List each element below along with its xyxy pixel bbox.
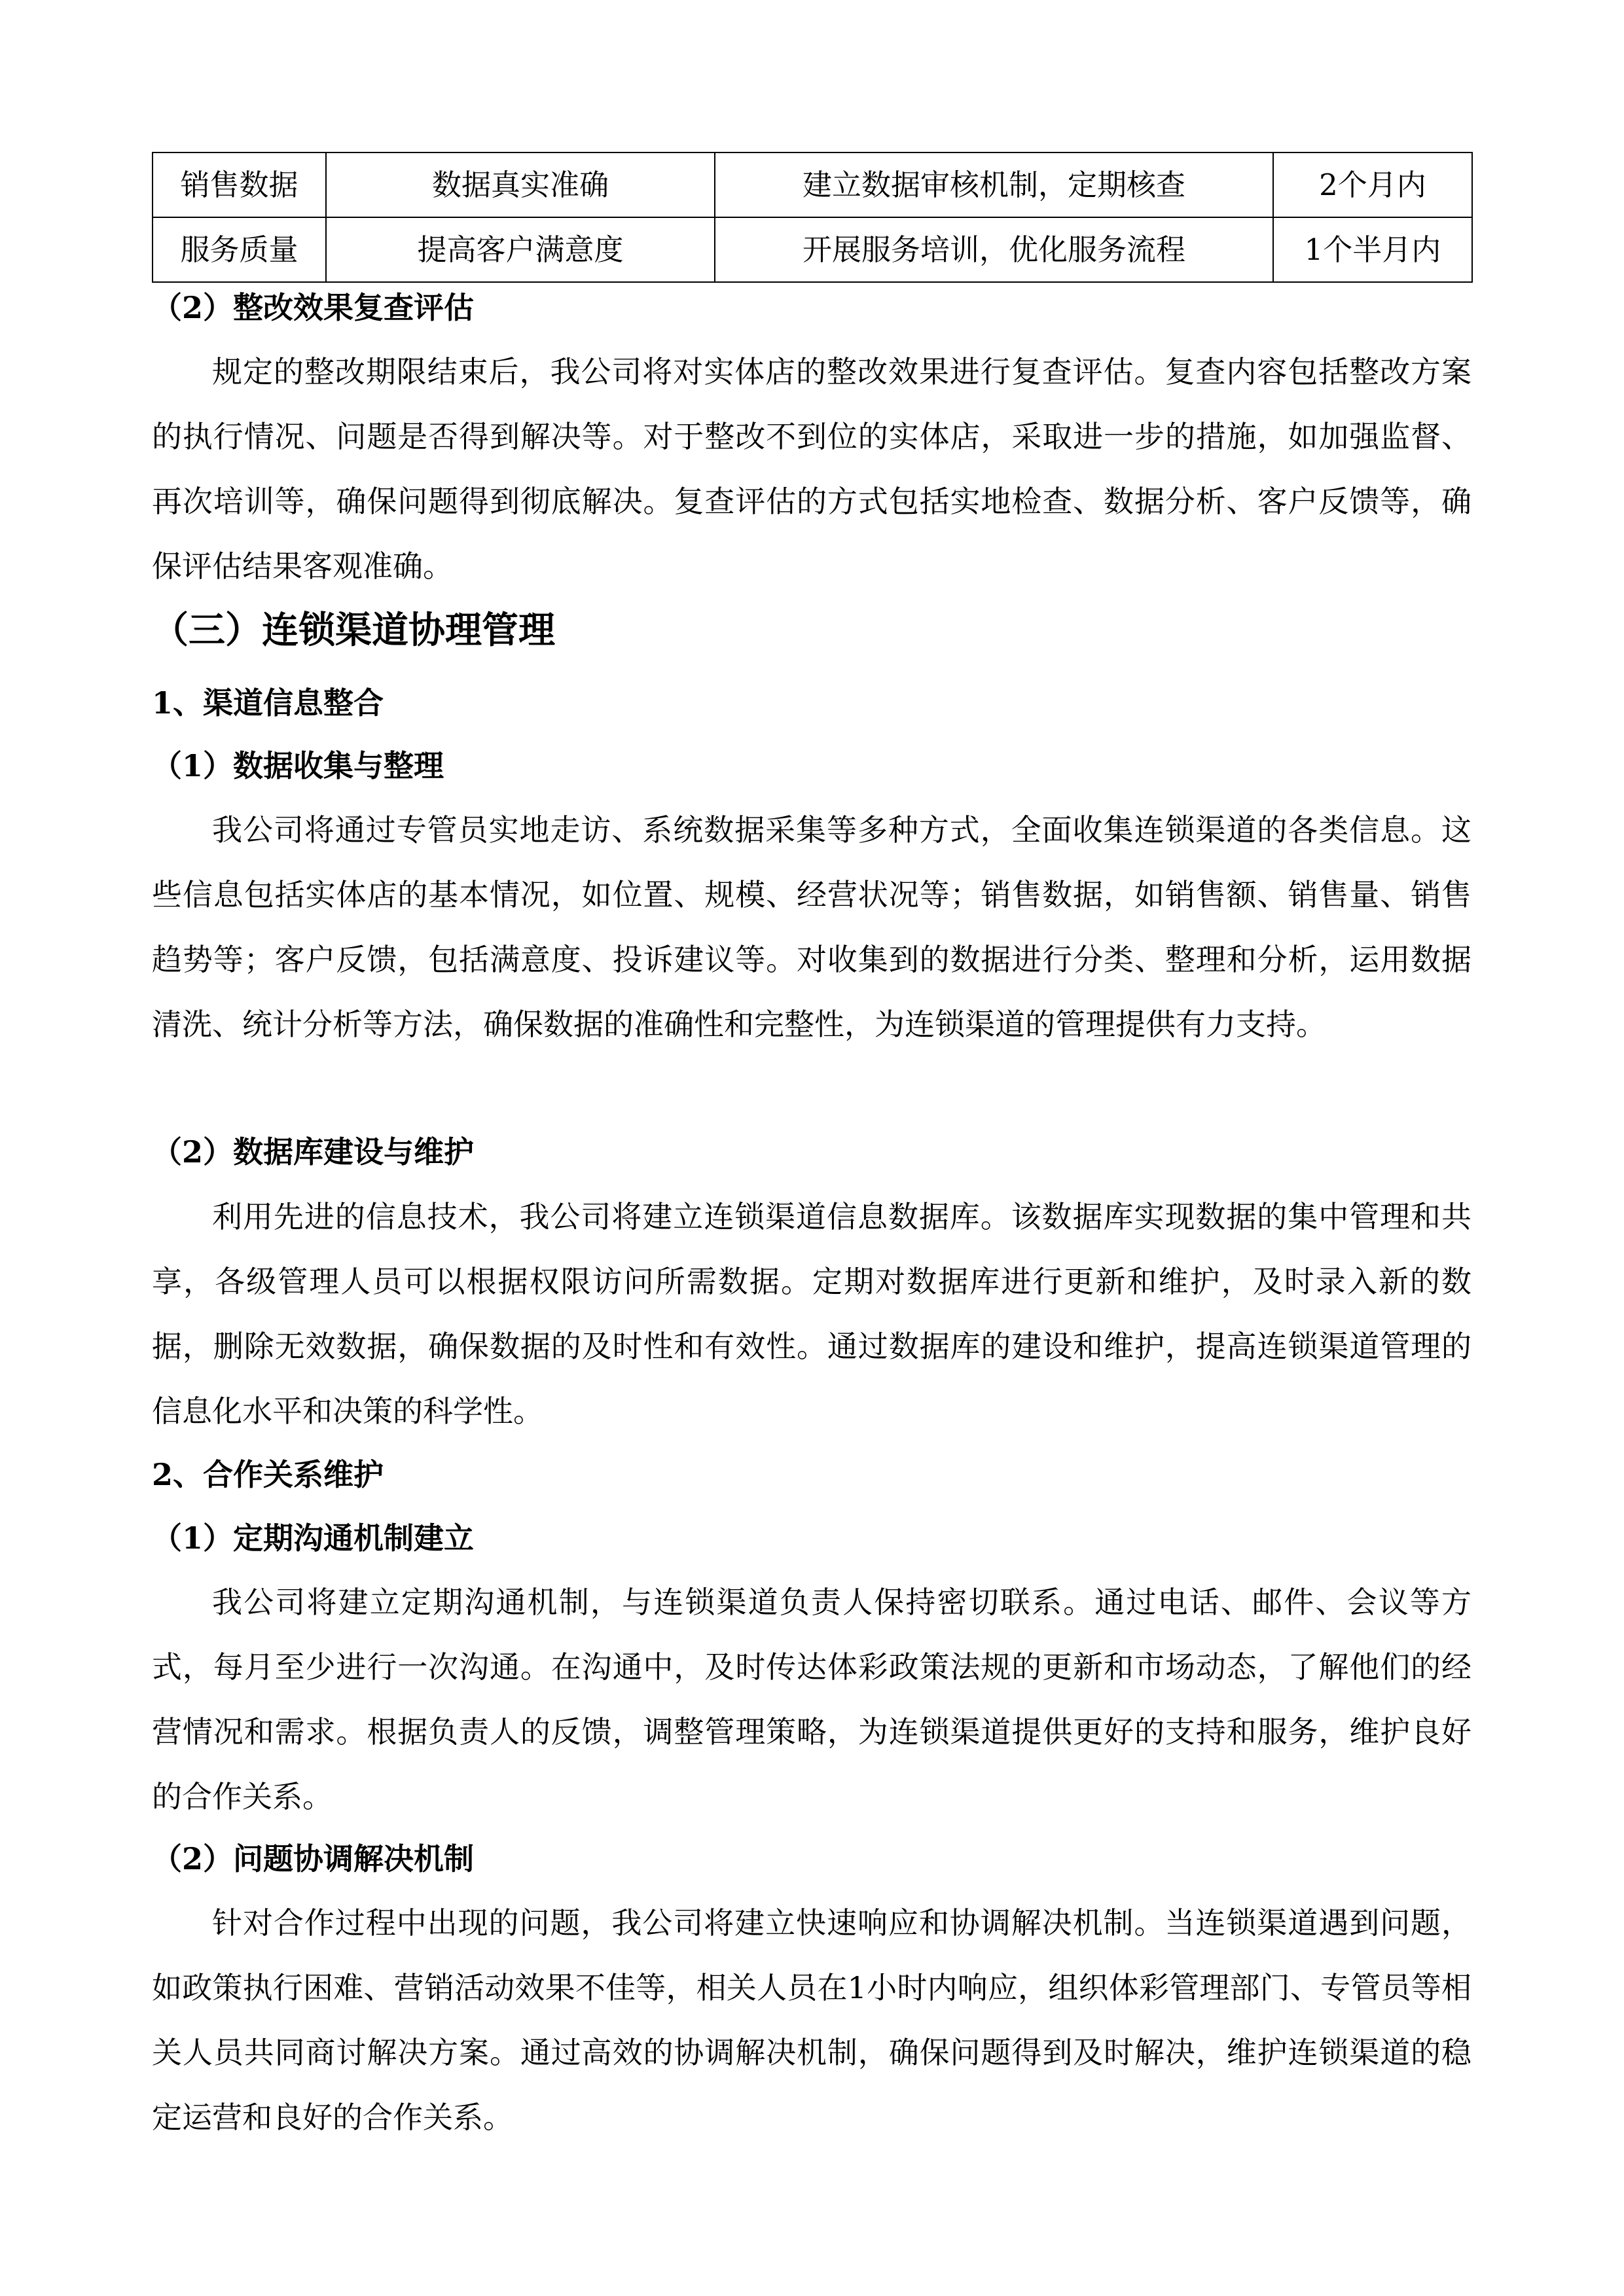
communication-paragraph: 我公司将建立定期沟通机制，与连锁渠道负责人保持密切联系。通过电话、邮件、会议等方式，每月至少进行一次沟通。在沟通中，及时传达体彩政策法规的更新和市场动态，了解他们的经营情况和需求。根据负责人的反馈，调整管理策略，为连锁渠道提供更好的支持和服务，维护良好的合作关系。 [152,1585,1471,1814]
section-title: （三）连锁渠道协理管理 [152,609,555,652]
part2-title: 2、合作关系维护 [152,1457,384,1492]
rectification-table [152,152,1473,283]
review-paragraph: 规定的整改期限结束后，我公司将对实体店的整改效果进行复查评估。复查内容包括整改方案的执行情况、问题是否得到解决等。对于整改不到位的实体店，采取进一步的措施，如加强监督、再次培训等，确保问题得到彻底解决。复查评估的方式包括实地检查、数据分析、客户反馈等，确保评估结果客观准确。 [152,354,1471,584]
part1-title: 1、渠道信息整合 [152,685,384,721]
database-paragraph: 利用先进的信息技术，我公司将建立连锁渠道信息数据库。该数据库实现数据的集中管理和共享，各级管理人员可以根据权限访问所需数据。定期对数据库进行更新和维护，及时录入新的数据，删除无效数据，确保数据的及时性和有效性。通过数据库的建设和维护，提高连锁渠道管理的信息化水平和决策的科学性。 [152,1199,1471,1429]
table-row [153,152,1472,217]
problem-resolution-heading: （2）问题协调解决机制 [152,1841,475,1876]
table-cell-goal: 数据真实准确 [326,152,715,217]
table-cell-measure: 开展服务培训，优化服务流程 [715,217,1273,282]
table-cell-measure: 建立数据审核机制，定期核查 [715,152,1273,217]
table-cell-item: 销售数据 [153,152,326,217]
table-cell-deadline: 2个月内 [1273,152,1472,217]
database-heading: （2）数据库建设与维护 [152,1134,475,1170]
table-cell-item: 服务质量 [153,217,326,282]
table-cell-deadline: 1个半月内 [1273,217,1472,282]
table-row [153,217,1472,282]
problem-resolution-paragraph: 针对合作过程中出现的问题，我公司将建立快速响应和协调解决机制。当连锁渠道遇到问题，如政策执行困难、营销活动效果不佳等，相关人员在1小时内响应，组织体彩管理部门、专管员等相关人员共同商讨解决方案。通过高效的协调解决机制，确保问题得到及时解决，维护连锁渠道的稳定运营和良好的合作关系。 [152,1905,1471,2135]
communication-heading: （1）定期沟通机制建立 [152,1520,475,1556]
table-cell-goal: 提高客户满意度 [326,217,715,282]
data-collection-paragraph: 我公司将通过专管员实地走访、系统数据采集等多种方式，全面收集连锁渠道的各类信息。这些信息包括实体店的基本情况，如位置、规模、经营状况等；销售数据，如销售额、销售量、销售趋势等；客户反馈，包括满意度、投诉建议等。对收集到的数据进行分类、整理和分析，运用数据清洗、统计分析等方法，确保数据的准确性和完整性，为连锁渠道的管理提供有力支持。 [152,812,1471,1042]
review-heading: （2）整改效果复查评估 [152,290,475,325]
data-collection-heading: （1）数据收集与整理 [152,748,444,783]
